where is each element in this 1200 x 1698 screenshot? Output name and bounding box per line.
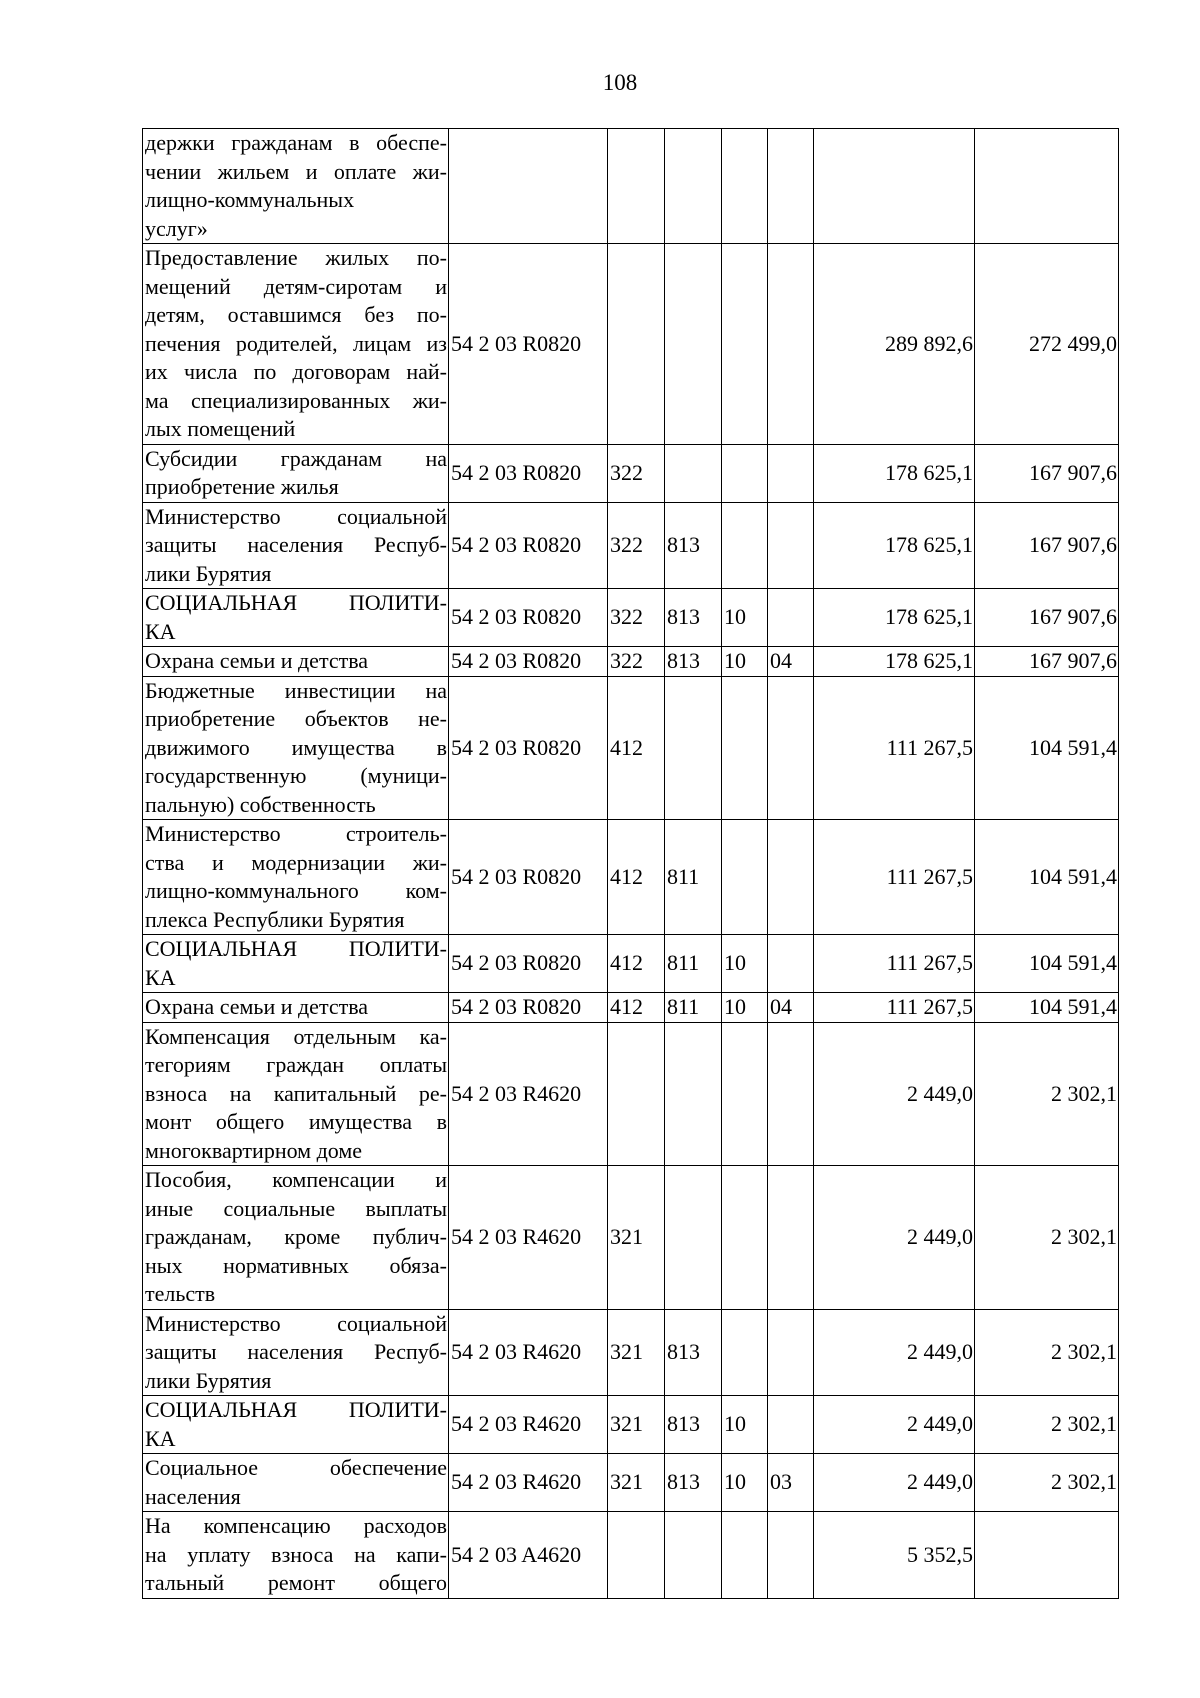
row-name-line: Компенсация отдельным ка-	[145, 1023, 447, 1049]
row-section	[722, 244, 768, 445]
table-row	[143, 1396, 1119, 1454]
row-ministry-code	[665, 244, 722, 445]
row-subsection	[768, 1512, 814, 1599]
row-ministry-code: 811	[665, 935, 722, 993]
budget-table	[142, 128, 1119, 1599]
row-subsection	[768, 244, 814, 445]
row-ministry-code: 811	[665, 820, 722, 935]
row-name-line: лищно-коммунальных	[145, 187, 355, 212]
row-name-line: чении жильем и оплате жи-	[145, 158, 447, 184]
row-amount-2: 2 302,1	[975, 1454, 1119, 1512]
row-amount-1: 289 892,6	[814, 244, 975, 445]
table-body	[143, 129, 1119, 1599]
row-name-line: монт общего имущества в	[145, 1109, 447, 1134]
row-amount-2	[975, 129, 1119, 244]
row-ministry-code	[665, 444, 722, 502]
row-code: 54 2 03 R4620	[449, 1166, 608, 1310]
row-code: 54 2 03 R0820	[449, 444, 608, 502]
row-subsection: 04	[768, 993, 814, 1023]
row-name	[143, 1166, 449, 1310]
row-section: 10	[722, 1454, 768, 1512]
row-section	[722, 502, 768, 589]
row-name-line: приобретение жилья	[145, 474, 339, 499]
row-name-line: услуг»	[145, 215, 208, 241]
row-name	[143, 1512, 449, 1599]
table-row	[143, 1309, 1119, 1396]
page-number: 108	[602, 70, 638, 95]
row-amount-2	[975, 1512, 1119, 1599]
row-name-line: мещений детям-сиротам и	[145, 273, 447, 299]
row-name-line: приобретение объектов не-	[145, 706, 447, 731]
row-section: 10	[722, 993, 768, 1023]
row-amount-2: 167 907,6	[975, 502, 1119, 589]
row-name	[143, 1454, 449, 1512]
row-name-line: Субсидии гражданам на	[145, 445, 447, 471]
row-amount-1: 178 625,1	[814, 502, 975, 589]
row-amount-1: 178 625,1	[814, 647, 975, 677]
row-name-line: Предоставление жилых по-	[145, 245, 447, 270]
row-expense-type: 322	[608, 444, 665, 502]
row-name-line: Министерство социальной	[145, 1310, 447, 1336]
row-name-line: тальный ремонт общего	[145, 1570, 447, 1595]
row-amount-1: 111 267,5	[814, 935, 975, 993]
row-ministry-code	[665, 676, 722, 820]
row-amount-1: 2 449,0	[814, 1022, 975, 1166]
row-ministry-code: 813	[665, 589, 722, 647]
table-row	[143, 444, 1119, 502]
table-row	[143, 1454, 1119, 1512]
table-row	[143, 993, 1119, 1023]
row-name-line: СОЦИАЛЬНАЯ ПОЛИТИ-	[145, 936, 447, 961]
row-amount-1: 111 267,5	[814, 676, 975, 820]
table-row	[143, 647, 1119, 677]
row-amount-2: 167 907,6	[975, 647, 1119, 677]
row-amount-2: 104 591,4	[975, 935, 1119, 993]
row-name	[143, 676, 449, 820]
row-expense-type: 412	[608, 993, 665, 1023]
row-subsection	[768, 676, 814, 820]
row-expense-type	[608, 129, 665, 244]
row-name-line: КА	[145, 1425, 176, 1451]
row-name-line: ства и модернизации жи-	[145, 849, 447, 875]
row-expense-type: 321	[608, 1309, 665, 1396]
row-subsection	[768, 935, 814, 993]
row-subsection	[768, 502, 814, 589]
row-name-line: КА	[145, 618, 176, 644]
row-code: 54 2 03 R0820	[449, 993, 608, 1023]
row-name-line: Охрана семьи и детства	[145, 994, 369, 1019]
row-section	[722, 1166, 768, 1310]
row-name-line: многоквартирном доме	[145, 1137, 363, 1163]
row-name-line: плекса Республики Бурятия	[145, 906, 405, 932]
row-name-line: ма специализированных жи-	[145, 387, 447, 413]
row-code: 54 2 03 R0820	[449, 244, 608, 445]
row-name-line: лых помещений	[145, 416, 296, 441]
row-name-line: иные социальные выплаты	[145, 1195, 447, 1221]
row-section	[722, 1512, 768, 1599]
table-row	[143, 820, 1119, 935]
row-section	[722, 820, 768, 935]
row-name	[143, 993, 449, 1023]
row-section: 10	[722, 589, 768, 647]
row-amount-1: 2 449,0	[814, 1396, 975, 1454]
row-ministry-code: 811	[665, 993, 722, 1023]
row-code: 54 2 03 R4620	[449, 1309, 608, 1396]
table-row	[143, 1512, 1119, 1599]
row-name-line: лики Бурятия	[145, 1367, 272, 1393]
row-name	[143, 502, 449, 589]
row-name	[143, 1396, 449, 1454]
row-expense-type: 412	[608, 820, 665, 935]
row-ministry-code: 813	[665, 647, 722, 677]
row-amount-2: 2 302,1	[975, 1166, 1119, 1310]
row-amount-1: 178 625,1	[814, 444, 975, 502]
row-name-line: пальную) собственность	[145, 791, 376, 817]
row-name-line: ных нормативных обяза-	[145, 1252, 447, 1278]
row-subsection	[768, 1022, 814, 1166]
row-code: 54 2 03 R0820	[449, 676, 608, 820]
row-ministry-code	[665, 1512, 722, 1599]
table-row	[143, 589, 1119, 647]
row-ministry-code	[665, 1022, 722, 1166]
row-ministry-code: 813	[665, 502, 722, 589]
row-name-line: На компенсацию расходов	[145, 1513, 447, 1538]
row-expense-type: 412	[608, 935, 665, 993]
row-amount-2: 167 907,6	[975, 444, 1119, 502]
row-subsection	[768, 1166, 814, 1310]
row-code	[449, 129, 608, 244]
row-section	[722, 129, 768, 244]
row-ministry-code: 813	[665, 1454, 722, 1512]
row-ministry-code	[665, 129, 722, 244]
row-code: 54 2 03 R0820	[449, 647, 608, 677]
row-code: 54 2 03 R4620	[449, 1022, 608, 1166]
row-name-line: Пособия, компенсации и	[145, 1167, 447, 1192]
row-name-line: защиты населения Респуб-	[145, 532, 447, 557]
row-ministry-code	[665, 1166, 722, 1310]
row-name	[143, 244, 449, 445]
row-name-line: взноса на капитальный ре-	[145, 1080, 447, 1106]
row-subsection: 03	[768, 1454, 814, 1512]
row-name-line: Охрана семьи и детства	[145, 648, 369, 673]
row-expense-type: 322	[608, 647, 665, 677]
row-section: 10	[722, 935, 768, 993]
row-amount-1: 5 352,5	[814, 1512, 975, 1599]
row-name-line: держки гражданам в обеспе-	[145, 130, 447, 155]
row-expense-type: 321	[608, 1166, 665, 1310]
row-amount-1: 111 267,5	[814, 993, 975, 1023]
row-expense-type	[608, 1022, 665, 1166]
row-expense-type: 321	[608, 1454, 665, 1512]
row-subsection	[768, 1309, 814, 1396]
row-amount-1: 2 449,0	[814, 1166, 975, 1310]
row-expense-type: 322	[608, 589, 665, 647]
row-name-line: КА	[145, 964, 176, 990]
row-code: 54 2 03 A4620	[449, 1512, 608, 1599]
row-name-line: Министерство строитель-	[145, 821, 447, 846]
table-row	[143, 129, 1119, 244]
row-amount-1: 111 267,5	[814, 820, 975, 935]
row-code: 54 2 03 R0820	[449, 935, 608, 993]
row-name-line: детям, оставшимся без по-	[145, 302, 447, 327]
row-section: 10	[722, 647, 768, 677]
row-name	[143, 1022, 449, 1166]
row-code: 54 2 03 R0820	[449, 502, 608, 589]
row-expense-type: 322	[608, 502, 665, 589]
row-amount-1: 2 449,0	[814, 1309, 975, 1396]
row-name-line: СОЦИАЛЬНАЯ ПОЛИТИ-	[145, 1397, 447, 1422]
row-name-line: гражданам, кроме публич-	[145, 1224, 447, 1249]
row-subsection	[768, 129, 814, 244]
row-name-line: лики Бурятия	[145, 560, 272, 586]
row-amount-2: 104 591,4	[975, 993, 1119, 1023]
row-name-line: печения родителей, лицам из	[145, 330, 447, 356]
row-code: 54 2 03 R0820	[449, 589, 608, 647]
row-name	[143, 647, 449, 677]
row-amount-1: 2 449,0	[814, 1454, 975, 1512]
row-name-line: их числа по договорам най-	[145, 359, 447, 384]
row-code: 54 2 03 R4620	[449, 1396, 608, 1454]
row-code: 54 2 03 R0820	[449, 820, 608, 935]
row-name-line: движимого имущества в	[145, 734, 447, 760]
row-name	[143, 444, 449, 502]
row-amount-2: 104 591,4	[975, 820, 1119, 935]
row-expense-type: 321	[608, 1396, 665, 1454]
row-name-line: тельств	[145, 1281, 216, 1306]
row-amount-1	[814, 129, 975, 244]
row-name-line: Социальное обеспечение	[145, 1455, 447, 1480]
row-name-line: Министерство социальной	[145, 503, 447, 529]
row-amount-2: 272 499,0	[975, 244, 1119, 445]
table-row	[143, 1022, 1119, 1166]
row-name-line: государственную (муници-	[145, 763, 447, 788]
row-name-line: СОЦИАЛЬНАЯ ПОЛИТИ-	[145, 590, 447, 615]
row-amount-2: 167 907,6	[975, 589, 1119, 647]
row-amount-2: 104 591,4	[975, 676, 1119, 820]
row-subsection	[768, 589, 814, 647]
row-expense-type	[608, 1512, 665, 1599]
row-expense-type	[608, 244, 665, 445]
row-section	[722, 1309, 768, 1396]
row-name-line: Бюджетные инвестиции на	[145, 677, 447, 703]
row-section	[722, 1022, 768, 1166]
row-code: 54 2 03 R4620	[449, 1454, 608, 1512]
row-section	[722, 676, 768, 820]
row-name-line: защиты населения Респуб-	[145, 1339, 447, 1364]
row-ministry-code: 813	[665, 1396, 722, 1454]
row-name	[143, 589, 449, 647]
row-name	[143, 1309, 449, 1396]
table-row	[143, 676, 1119, 820]
row-amount-1: 178 625,1	[814, 589, 975, 647]
row-subsection	[768, 820, 814, 935]
row-expense-type: 412	[608, 676, 665, 820]
row-section	[722, 444, 768, 502]
row-name-line: лищно-коммунального ком-	[145, 878, 447, 903]
row-name	[143, 935, 449, 993]
row-subsection	[768, 444, 814, 502]
table-row	[143, 502, 1119, 589]
table-row	[143, 1166, 1119, 1310]
row-section: 10	[722, 1396, 768, 1454]
row-name-line: на уплату взноса на капи-	[145, 1541, 447, 1567]
row-name	[143, 129, 449, 244]
table-row	[143, 935, 1119, 993]
row-name-line: тегориям граждан оплаты	[145, 1052, 447, 1077]
row-subsection: 04	[768, 647, 814, 677]
row-name	[143, 820, 449, 935]
row-amount-2: 2 302,1	[975, 1396, 1119, 1454]
row-name-line: населения	[145, 1483, 241, 1509]
row-amount-2: 2 302,1	[975, 1022, 1119, 1166]
row-amount-2: 2 302,1	[975, 1309, 1119, 1396]
row-ministry-code: 813	[665, 1309, 722, 1396]
table-row	[143, 244, 1119, 445]
row-subsection	[768, 1396, 814, 1454]
